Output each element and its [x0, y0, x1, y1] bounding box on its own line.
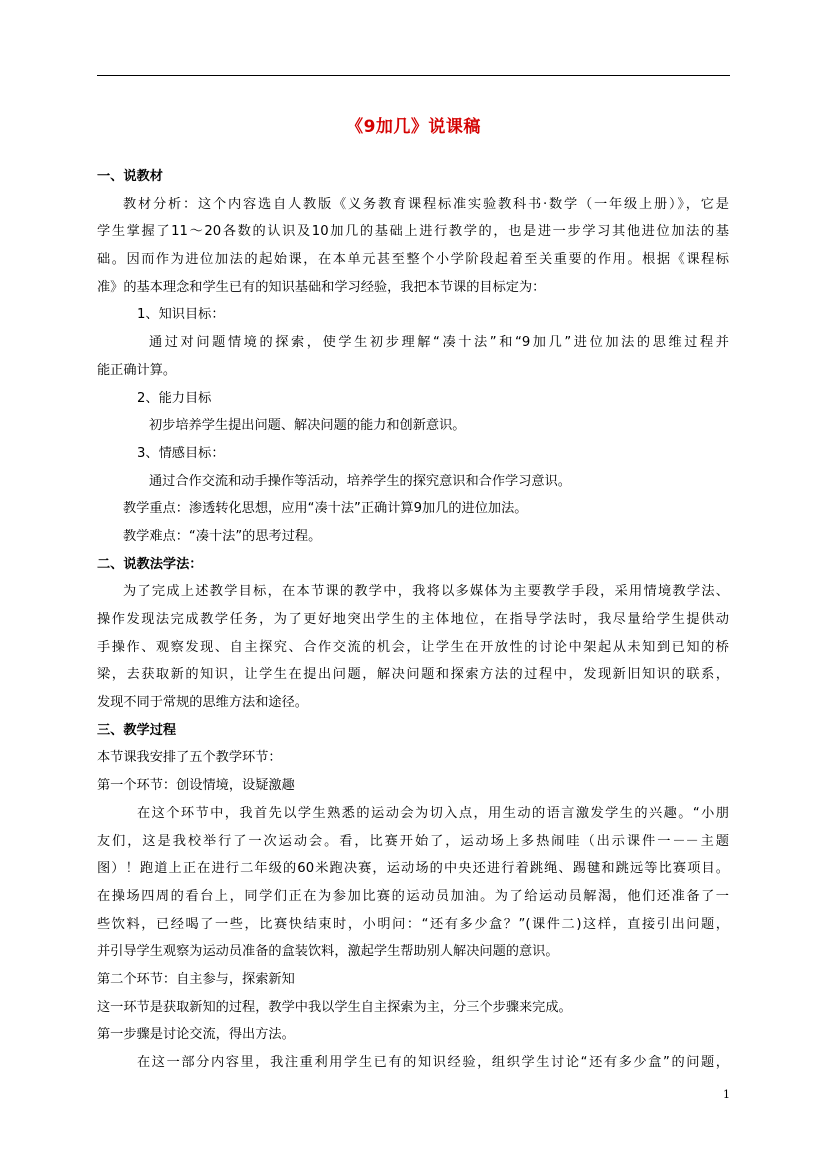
text-line: 第一个环节：创设情境，设疑激趣	[97, 778, 295, 794]
text-line: 初步培养学生提出问题、解决问题的能力和创新意识。	[149, 418, 466, 434]
text-line: 梁，去获取新的知识，让学生在提出问题，解决问题和探索方法的过程中，发现新旧知识的联系，	[97, 667, 729, 683]
text-line: 通过合作交流和动手操作等活动，培养学生的探究意识和合作学习意识。	[149, 473, 571, 489]
text-line: 操作发现法完成教学任务，为了更好地突出学生的主体地位，在指导学法时，我尽量给学生提供动	[97, 612, 729, 627]
text-line: 教材分析：这个内容选自人教版《义务教育课程标准实验教科书·数学（一年级上册）》，它是	[123, 196, 729, 212]
text-line: 在这一部分内容里，我注重利用学生已有的知识经验，组织学生讨论“还有多少盒”的问题，	[137, 1055, 729, 1070]
text-line: 学生掌握了11～20各数的认识及10加几的基础上进行教学的，也是进一步学习其他进位加法的基	[97, 224, 729, 240]
document-title: 《9加几》说课稿	[346, 117, 481, 137]
text-line: 教学难点：“凑十法”的思考过程。	[123, 528, 322, 544]
text-line: 图）！跑道上正在进行二年级的60米跑决赛，运动场的中央还进行着跳绳、踢毽和跳远等比赛项目。	[97, 861, 729, 877]
document-body	[97, 163, 729, 1077]
header-rule	[97, 75, 730, 76]
text-line: 通过对问题情境的探索，使学生初步理解“凑十法”和“9加几”进位加法的思维过程并	[149, 335, 729, 351]
text-line: 在这个环节中，我首先以学生熟悉的运动会为切入点，用生动的语言激发学生的兴趣。“小朋	[137, 805, 729, 821]
text-line: 准》的基本理念和学生已有的知识基础和学习经验，我把本节课的目标定为：	[97, 279, 546, 295]
text-line: 2、能力目标	[137, 390, 212, 406]
text-line: 本节课我安排了五个教学环节：	[97, 750, 282, 766]
text-line: 教学重点：渗透转化思想，应用“凑十法”正确计算9加几的进位加法。	[123, 501, 528, 517]
text-line: 能正确计算。	[97, 362, 177, 378]
text-line: 友们，这是我校举行了一次运动会。看，比赛开始了，运动场上多热闹哇（出示课件一－－主题	[97, 833, 729, 849]
text-line: 1、知识目标：	[137, 307, 225, 323]
text-line: 这一环节是获取新知的过程，教学中我以学生自主探索为主，分三个步骤来完成。	[97, 999, 572, 1015]
section-heading: 二、说教法学法：	[97, 556, 203, 572]
text-line: 在操场四周的看台上，同学们正在为参加比赛的运动员加油。为了给运动员解渴，他们还准备了一	[97, 888, 729, 904]
section-heading: 三、教学过程	[97, 722, 177, 738]
text-line: 第一步骤是讨论交流，得出方法。	[97, 1027, 295, 1043]
page-number: 1	[723, 1088, 730, 1101]
text-line: 手操作、观察发现、自主探究、合作交流的机会，让学生在开放性的讨论中架起从未知到已知的桥	[97, 639, 729, 655]
text-line: 为了完成上述教学目标，在本节课的教学中，我将以多媒体为主要教学手段，采用情境教学法、	[123, 584, 729, 600]
text-line: 第二个环节：自主参与，探索新知	[97, 971, 295, 987]
section-heading: 一、说教材	[97, 169, 163, 184]
text-line: 并引导学生观察为运动员准备的盒装饮料，激起学生帮助别人解决问题的意识。	[97, 944, 559, 960]
text-line: 发现不同于常规的思维方法和途径。	[97, 695, 308, 711]
text-line: 些饮料，已经喝了一些，比赛快结束时，小明问：“还有多少盒？”(课件二)这样，直接引出问题，	[97, 916, 729, 932]
text-line: 3、情感目标：	[137, 445, 225, 461]
text-line: 础。因而作为进位加法的起始课，在本单元甚至整个小学阶段起着至关重要的作用。根据《课程标	[97, 252, 729, 268]
